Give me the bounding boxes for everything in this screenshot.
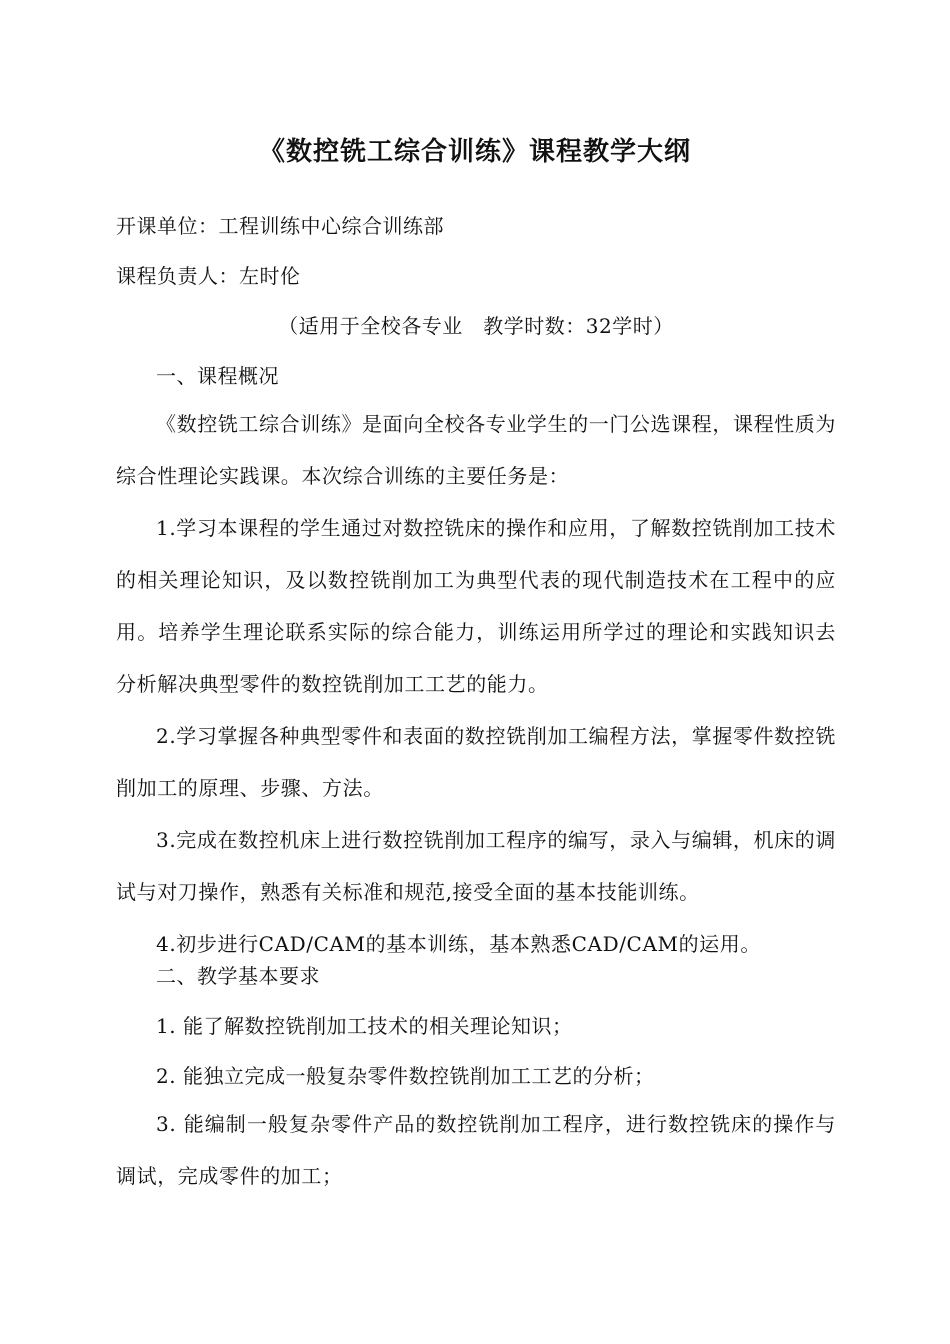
task-item-3: 3.完成在数控机床上进行数控铣削加工程序的编写，录入与编辑，机床的调试与对刀操作，熟悉有关标准和规范,接受全面的基本技能训练。 [116, 828, 836, 904]
requirement-item-2: 2. 能独立完成一般复杂零件数控铣削加工工艺的分析； [156, 1064, 655, 1088]
section2-heading: 二、教学基本要求 [156, 964, 320, 988]
course-unit: 开课单位：工程训练中心综合训练部 [116, 214, 444, 238]
course-scope: （适用于全校各专业 教学时数：32学时） [278, 314, 674, 338]
section1-intro: 《数控铣工综合训练》是面向全校各专业学生的一门公选课程，课程性质为综合性理论实践课。本次综合训练的主要任务是： [116, 412, 836, 488]
requirement-item-3: 3. 能编制一般复杂零件产品的数控铣削加工程序，进行数控铣床的操作与调试，完成零件的加工； [116, 1112, 836, 1188]
section1-heading: 一、课程概况 [156, 364, 279, 388]
task-item-1: 1.学习本课程的学生通过对数控铣床的操作和应用，了解数控铣削加工技术的相关理论知识，及以数控铣削加工为典型代表的现代制造技术在工程中的应用。培养学生理论联系实际的综合能力，训练运用所学过的理论和实践知识去分析解决典型零件的数控铣削加工工艺的能力。 [116, 516, 836, 696]
requirement-item-1: 1. 能了解数控铣削加工技术的相关理论知识； [156, 1014, 573, 1038]
document-title: 《数控铣工综合训练》课程教学大纲 [258, 137, 691, 167]
course-lead: 课程负责人：左时伦 [116, 264, 301, 288]
task-item-2: 2.学习掌握各种典型零件和表面的数控铣削加工编程方法，掌握零件数控铣削加工的原理、步骤、方法。 [116, 724, 836, 800]
task-item-4: 4.初步进行CAD/CAM的基本训练，基本熟悉CAD/CAM的运用。 [156, 932, 761, 956]
